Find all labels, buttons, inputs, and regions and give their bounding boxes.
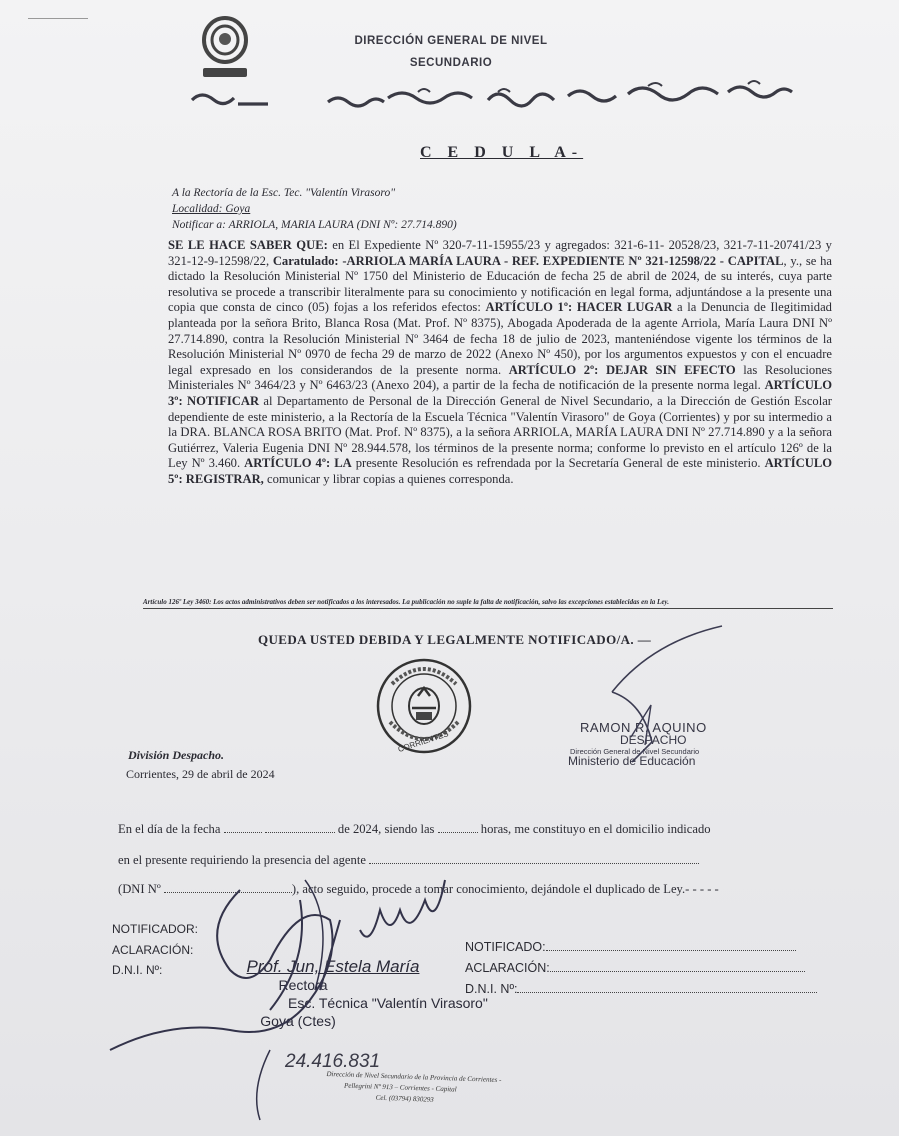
signer-ministry: Ministerio de Educación (568, 754, 696, 768)
header-line-1: DIRECCIÓN GENERAL DE NIVEL (354, 35, 548, 47)
article-4-text: presente Resolución es refrendada por la Secretaría General de este ministerio. (351, 456, 765, 471)
notificado-dni-text: D.N.I. Nº: (465, 982, 518, 996)
notify-line: Notificar a: ARRIOLA, MARIA LAURA (DNI Nº: 27.714.890) (172, 219, 457, 231)
notificador-aclaracion-label: ACLARACIÓN: (112, 943, 194, 957)
notificador-label: NOTIFICADOR: (112, 922, 198, 936)
article-2-heading: ARTÍCULO 2º: DEJAR SIN EFECTO (508, 362, 736, 377)
article-5-heading: ARTÍCULO 5º: REGISTRAR, (168, 456, 833, 486)
handwritten-number: 24.416.831 (285, 1051, 381, 1072)
body-text-2: , y., se ha dictado la Resolución Ministerial Nº 1750 del Ministerio de Educación de fecha 25 de abril de 2024, de su interés, cuya parte resolutiva se procede a transcribir literalmente para su conocimiento y notificación en legal forma, adjuntándose a la presente una copia que consta de cinco (05) fojas a los referidos efectos: (168, 253, 832, 315)
notificado-label (465, 940, 796, 954)
stamp-city: Goya (Ctes) (260, 1013, 336, 1029)
corner-mark (28, 18, 88, 19)
footer-address-2: Pellegrini Nº 913 – Corrientes - Capital (343, 1081, 457, 1094)
resolution-body (168, 238, 832, 488)
dni-blank (164, 882, 292, 893)
signer-role: DESPACHO (620, 733, 687, 747)
signer-block (568, 720, 736, 768)
form-line-3-b: ), acto seguido, procede a tomar conocimiento, dejándole el duplicado de Ley.- - - - - (291, 882, 719, 896)
division-label: División Despacho. (128, 748, 224, 762)
ministry-seal (374, 656, 474, 756)
article-1-text: a la Denuncia de Ilegitimidad planteada por la señora Brito, Blanca Rosa (Mat. Prof. Nº 8375), Abogada Apoderada de la agente Arriola, María Laura DNI Nº 27.714.890, contra la Resolución Ministerial Nº 3464 de fecha 18 de julio de 2023, manteniéndose vigente los términos de la Resolución Ministerial Nº 0970 de fecha 29 de marzo de 2022 (Anexo Nº 450), por los argumentos expuestos y con el encuadre legal expresado en los considerandos de la presente norma. (168, 300, 832, 377)
header-line-2: SECUNDARIO (409, 57, 493, 69)
notification-statement: QUEDA USTED DEBIDA Y LEGALMENTE NOTIFICADO/A. — (258, 632, 652, 647)
letterhead-flourish (188, 78, 808, 116)
form-line-2 (118, 853, 830, 868)
notificador-dni-label: D.N.I. Nº: (112, 963, 163, 977)
seal-label: CORRIENTES (396, 729, 450, 755)
caratulado: Caratulado: -ARRIOLA MARÍA LAURA - REF. EXPEDIENTE Nº 321-12598/22 - CAPITAL (272, 253, 784, 268)
month-blank (265, 822, 335, 833)
notificado-dni-blank (517, 982, 817, 993)
article-5-text: comunicar y librar copias a quienes corresponda. (263, 471, 514, 486)
footer-address (325, 1069, 501, 1108)
form-line-1-b: de 2024, siendo las (337, 822, 435, 836)
footer-address-1: Dirección de Nivel Secundario de la Provincia de Corrientes - (326, 1069, 502, 1085)
form-line-1-a: En el día de la fecha (118, 822, 221, 836)
form-line-1 (118, 822, 830, 837)
notificado-dni-label (465, 982, 817, 996)
body-text-1: en El Expediente Nº 320-7-11-15955/23 y agregados: 321-6-11- 20528/23, 321-7-11-20741/23 y 321-12-9-12598/22, (168, 238, 832, 268)
form-line-1-c: horas, me constituyo en el domicilio indicado (480, 822, 711, 836)
issuing-office (346, 30, 556, 74)
place-and-date: Corrientes, 29 de abril de 2024 (126, 767, 275, 781)
form-line-2-a: en el presente requiriendo la presencia del agente (118, 853, 366, 867)
document-title: C E D U L A- (420, 144, 584, 161)
day-blank (224, 822, 262, 833)
signer-name: RAMON R. AQUINO (580, 720, 707, 735)
footer-address-3: Cel. (03794) 830293 (375, 1093, 434, 1104)
hour-blank (438, 822, 478, 833)
coat-of-arms-logo (195, 12, 255, 82)
lead-phrase: SE LE HACE SABER QUE: (168, 238, 328, 252)
stamp-school: Esc. Técnica "Valentín Virasoro" (288, 995, 488, 1011)
article-2-text: las Resoluciones Ministeriales Nº 3464/23 y Nº 6463/23 (Anexo 204), a partir de la fecha de notificación de la presente norma legal. (168, 362, 832, 393)
notificado-aclaracion-label (465, 961, 805, 975)
article-3-heading: ARTÍCULO 3º: NOTIFICAR (168, 378, 832, 408)
form-line-3-a: (DNI Nº (118, 882, 161, 896)
stamp-name: Prof. Jun, Estela María (246, 957, 420, 976)
addressee-line: A la Rectoría de la Esc. Tec. "Valentín Virasoro" (172, 187, 396, 199)
article-3-text: al Departamento de Personal de la Dirección General de Nivel Secundario, a la Dirección de Gestión Escolar dependiente de este ministerio, a la Rectoría de la Escuela Técnica "Valentín Virasoro" de Goya (Corrientes) y por su intermedio a la DRA. BLANCA ROSA BRITO (Mat. Prof. Nº 8375), a la señora ARRIOLA, MARÍA LAURA DNI Nº 27.714.890 y a la señora Gutiérrez, Valeria Eugenia DNI Nº 28.944.578, los términos de la presente norma; conforme lo previsto en el artículo 126º de la Ley Nº 3.460. (168, 393, 832, 471)
law-footnote: Artículo 126º Ley 3460: Los actos administrativos deben ser notificados a los interesados. La publicación no suple la falta de notificación, salvo las excepciones establecidas en la Ley. (143, 598, 833, 609)
article-4-heading: ARTÍCULO 4º: LA (244, 456, 352, 471)
locality-line: Localidad: Goya (172, 203, 251, 215)
notificado-blank (546, 940, 796, 951)
article-1-heading: ARTÍCULO 1º: HACER LUGAR (485, 300, 673, 315)
form-line-3 (118, 882, 830, 897)
signer-department: Dirección General de Nivel Secundario (570, 747, 700, 756)
rector-stamp (198, 957, 488, 1030)
agent-blank (369, 853, 699, 864)
notificado-aclaracion-text: ACLARACIÓN: (465, 961, 550, 975)
stamp-role: Rectora (278, 977, 328, 993)
notificado-label-text: NOTIFICADO: (465, 940, 546, 954)
notificado-aclaracion-blank (550, 961, 805, 972)
